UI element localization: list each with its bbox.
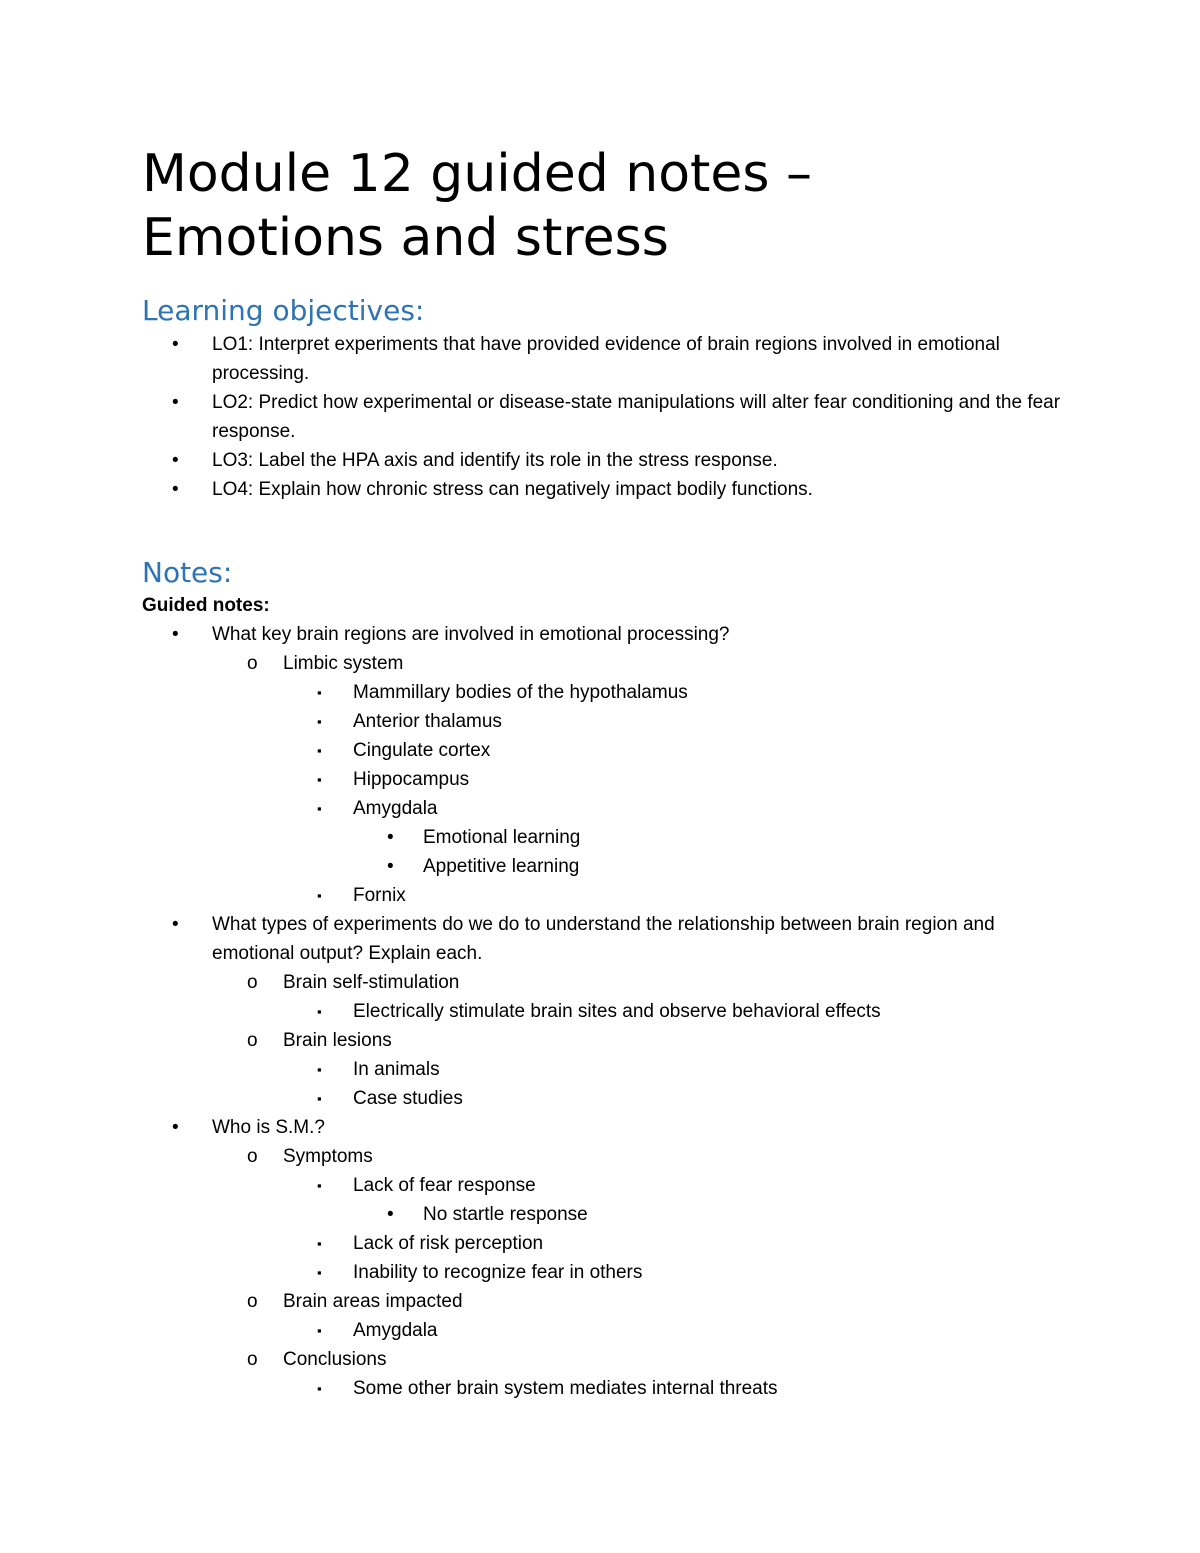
circle-bullet-icon: o <box>247 653 258 674</box>
objective-text: LO4: Explain how chronic stress can negatively impact bodily functions. <box>212 479 813 500</box>
outline-text: No startle response <box>423 1204 588 1225</box>
square-bullet-icon: ▪ <box>317 714 322 729</box>
square-bullet-icon: ▪ <box>317 1323 322 1338</box>
square-bullet-icon: ▪ <box>317 801 322 816</box>
bullet-icon: • <box>172 392 179 413</box>
bullet-icon: • <box>172 624 179 645</box>
outline-subdetail <box>0 823 1200 852</box>
outline-text: Appetitive learning <box>423 856 580 877</box>
outline-text: Conclusions <box>283 1349 387 1370</box>
outline-detail <box>0 707 1200 736</box>
outline-text: Case studies <box>353 1088 463 1109</box>
outline-text: Inability to recognize fear in others <box>353 1262 643 1283</box>
outline-detail <box>0 881 1200 910</box>
outline-text: Brain self-stimulation <box>283 972 460 993</box>
outline-text: Anterior thalamus <box>353 711 502 732</box>
circle-bullet-icon: o <box>247 1349 258 1370</box>
bullet-icon: • <box>172 1117 179 1138</box>
square-bullet-icon: ▪ <box>317 1381 322 1396</box>
outline-subitem <box>0 1287 1200 1316</box>
square-bullet-icon: ▪ <box>317 743 322 758</box>
outline-text: Brain areas impacted <box>283 1291 463 1312</box>
outline-subdetail <box>0 1200 1200 1229</box>
outline-subitem <box>0 1345 1200 1374</box>
square-bullet-icon: ▪ <box>317 772 322 787</box>
outline-text: Lack of fear response <box>353 1175 536 1196</box>
square-bullet-icon: ▪ <box>317 1236 322 1251</box>
objective-item <box>0 388 1072 446</box>
circle-bullet-icon: o <box>247 1291 258 1312</box>
outline-text: Amygdala <box>353 1320 438 1341</box>
outline-detail <box>0 794 1200 823</box>
objective-item <box>0 446 1072 475</box>
outline-detail <box>0 1316 1200 1345</box>
bullet-icon: • <box>172 334 179 355</box>
outline-text: Mammillary bodies of the hypothalamus <box>353 682 688 703</box>
outline-subitem <box>0 649 1200 678</box>
outline-detail <box>0 1171 1200 1200</box>
objective-text: LO1: Interpret experiments that have provided evidence of brain regions involved in emotional processing. <box>212 334 1000 384</box>
outline-detail <box>0 1258 1200 1287</box>
outline-detail <box>0 1374 1200 1403</box>
outline-text: What types of experiments do we do to understand the relationship between brain region and emotional output? Explain each. <box>212 914 995 964</box>
circle-bullet-icon: o <box>247 1146 258 1167</box>
objective-text: LO3: Label the HPA axis and identify its role in the stress response. <box>212 450 778 471</box>
title-line-1: Module 12 guided notes – <box>142 144 813 204</box>
outline-subdetail <box>0 852 1200 881</box>
guided-notes-outline <box>0 620 1200 1403</box>
outline-detail <box>0 736 1200 765</box>
document-title <box>142 142 812 270</box>
outline-text: Cingulate cortex <box>353 740 491 761</box>
title-line-2: Emotions and stress <box>142 208 669 268</box>
objective-item <box>0 330 1072 388</box>
square-bullet-icon: ▪ <box>317 888 322 903</box>
circle-bullet-icon: o <box>247 972 258 993</box>
bullet-icon: • <box>387 1204 394 1225</box>
square-bullet-icon: ▪ <box>317 1091 322 1106</box>
outline-text: Emotional learning <box>423 827 581 848</box>
outline-detail <box>0 997 1200 1026</box>
bullet-icon: • <box>172 450 179 471</box>
outline-text: Brain lesions <box>283 1030 392 1051</box>
outline-text: What key brain regions are involved in emotional processing? <box>212 624 730 645</box>
square-bullet-icon: ▪ <box>317 1004 322 1019</box>
outline-detail <box>0 765 1200 794</box>
outline-text: Limbic system <box>283 653 404 674</box>
objective-text: LO2: Predict how experimental or disease-state manipulations will alter fear conditioning and the fear response. <box>212 392 1061 442</box>
square-bullet-icon: ▪ <box>317 1178 322 1193</box>
bullet-icon: • <box>387 827 394 848</box>
learning-objectives-heading: Learning objectives: <box>142 294 425 327</box>
outline-subitem <box>0 1142 1200 1171</box>
square-bullet-icon: ▪ <box>317 685 322 700</box>
objective-item <box>0 475 1072 504</box>
bullet-icon: • <box>172 479 179 500</box>
outline-question <box>0 620 1200 649</box>
square-bullet-icon: ▪ <box>317 1062 322 1077</box>
learning-objectives-list <box>0 330 1200 504</box>
outline-text: Hippocampus <box>353 769 470 790</box>
bullet-icon: • <box>172 914 179 935</box>
circle-bullet-icon: o <box>247 1030 258 1051</box>
outline-text: Amygdala <box>353 798 438 819</box>
outline-subitem <box>0 968 1200 997</box>
outline-text: Lack of risk perception <box>353 1233 544 1254</box>
outline-detail <box>0 1084 1200 1113</box>
square-bullet-icon: ▪ <box>317 1265 322 1280</box>
guided-notes-subheading: Guided notes: <box>142 595 270 616</box>
notes-heading: Notes: <box>142 556 233 589</box>
outline-text: Who is S.M.? <box>212 1117 325 1138</box>
bullet-icon: • <box>387 856 394 877</box>
outline-text: Electrically stimulate brain sites and observe behavioral effects <box>353 1001 881 1022</box>
outline-text: In animals <box>353 1059 440 1080</box>
outline-detail <box>0 678 1200 707</box>
outline-detail <box>0 1229 1200 1258</box>
outline-text: Some other brain system mediates internal threats <box>353 1378 778 1399</box>
outline-text: Fornix <box>353 885 406 906</box>
outline-text: Symptoms <box>283 1146 373 1167</box>
outline-question <box>0 910 1200 968</box>
outline-detail <box>0 1055 1200 1084</box>
outline-question <box>0 1113 1200 1142</box>
outline-subitem <box>0 1026 1200 1055</box>
